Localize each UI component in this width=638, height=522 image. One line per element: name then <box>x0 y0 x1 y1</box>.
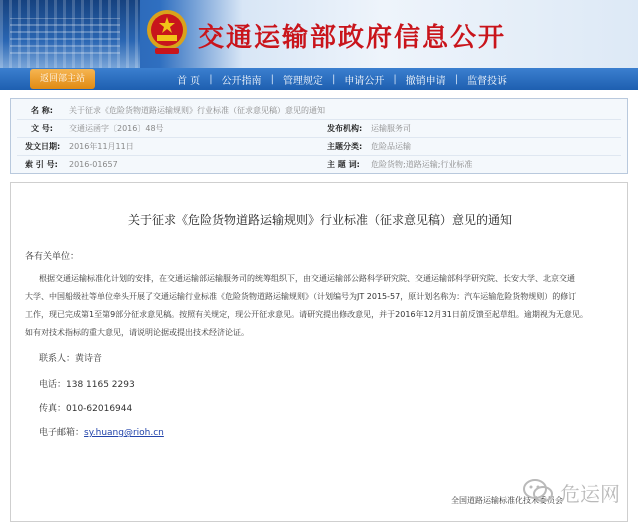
meta-category-value: 危险品运输 <box>371 142 411 151</box>
email-label: 电子邮箱： <box>39 428 85 438</box>
footer-organization: 全国道路运输标准化技术委员会 <box>451 496 563 505</box>
meta-date-value: 2016年11月11日 <box>69 142 134 151</box>
meta-keywords-value: 危险货物;道路运输;行业标准 <box>371 160 473 169</box>
meta-issuer-key: 发布机构: <box>327 124 363 133</box>
nav-apply[interactable]: 申请公开 <box>344 75 385 87</box>
nav-guide[interactable]: 公开指南 <box>221 75 262 87</box>
salutation: 各有关单位： <box>25 252 80 262</box>
contact-person: 联系人：黄诗音 <box>39 354 103 364</box>
paragraph-line: 工作，现已完成第1至第9部分征求意见稿。按照有关规定，现公开征求意见。请研究提出修改意见，并于2016年12月31日前反馈至起草组。逾期视为无意见。 <box>25 310 588 319</box>
paragraph-line: 大学、中国船级社等单位牵头开展了交通运输行业标准《危险货物道路运输规则》（计划编号为JT 2015-57，原计划名称为：汽车运输危险货物规则）的修订 <box>25 292 577 301</box>
building-image <box>0 0 140 68</box>
contact-phone: 电话：138 1165 2293 <box>39 380 135 390</box>
paragraph-line: 根据交通运输标准化计划的安排，在交通运输部运输服务司的统筹组织下，由交通运输部公路科学研究院、交通运输部科学研究院、长安大学、北京交通 <box>39 274 575 283</box>
article-body <box>10 182 628 522</box>
nav-divider: | <box>270 73 274 85</box>
meta-row-date <box>11 139 629 154</box>
meta-index-value: 2016-01657 <box>69 160 118 169</box>
paragraph-line: 如有对技术指标的重大意见，请说明论据或提出技术经济论证。 <box>25 328 249 337</box>
wechat-icon <box>522 478 554 504</box>
nav-divider: | <box>393 73 397 85</box>
meta-name-key: 名 称: <box>31 106 53 115</box>
nav-divider: | <box>454 73 459 85</box>
meta-category-key: 主题分类: <box>327 142 363 151</box>
contact-email-row <box>39 425 164 438</box>
nav-divider: | <box>331 73 336 85</box>
meta-row-name <box>11 103 629 118</box>
meta-keywords-key: 主 题 词: <box>327 160 360 169</box>
home-site-link[interactable]: 返回部主站 <box>30 69 95 89</box>
nav-home[interactable]: 首 页 <box>177 75 201 87</box>
contact-fax: 传真：010-62016944 <box>39 404 133 414</box>
meta-issuer-value: 运输服务司 <box>371 124 411 133</box>
divider <box>17 119 621 120</box>
document-metadata <box>10 98 628 174</box>
meta-row-docno <box>11 121 629 136</box>
nav-withdraw[interactable]: 撤销申请 <box>405 75 446 87</box>
divider <box>17 155 621 156</box>
meta-row-index <box>11 157 629 172</box>
nav-regulations[interactable]: 管理规定 <box>282 75 323 87</box>
article-title: 关于征求《危险货物道路运输规则》行业标准（征求意见稿）意见的通知 <box>127 213 512 227</box>
meta-name-value: 关于征求《危险货物道路运输规则》行业标准（征求意见稿）意见的通知 <box>69 106 325 115</box>
meta-date-key: 发文日期: <box>25 142 61 151</box>
divider <box>17 137 621 138</box>
main-nav <box>0 68 638 90</box>
meta-docno-key: 文 号: <box>31 124 53 133</box>
national-emblem-icon <box>145 8 189 58</box>
watermark-text: 危运网 <box>560 482 620 506</box>
meta-index-key: 索 引 号: <box>25 160 58 169</box>
email-link[interactable]: sy.huang@rioh.cn <box>84 428 164 438</box>
meta-docno-value: 交通运函字〔2016〕48号 <box>69 124 164 133</box>
site-title: 交通运输部政府信息公开 <box>198 23 507 53</box>
nav-divider: | <box>209 73 213 85</box>
nav-complaint[interactable]: 监督投诉 <box>467 75 508 87</box>
